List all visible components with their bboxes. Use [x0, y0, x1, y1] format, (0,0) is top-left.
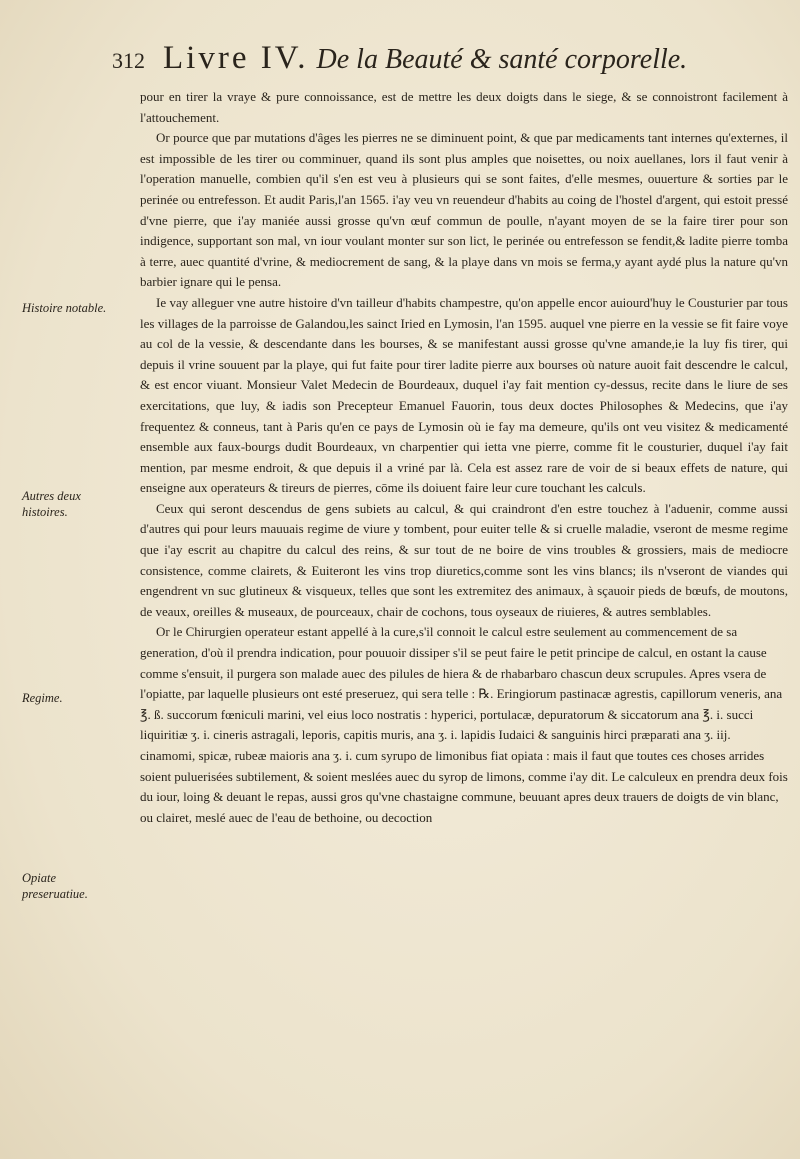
- book-number: Livre IV.: [163, 40, 309, 76]
- margin-note-histoire: Histoire notable.: [22, 301, 107, 315]
- paragraph: Ie vay alleguer vne autre histoire d'vn tailleur d'habits champestre, qu'on appelle encor auiourd'huy le Cousturier par tous les villages de la parroisse de Galandou,les sainct Iried en Lymosin, l'an 1595. auquel vne pierre en la vessie se fit faire voye au col de la vessie, & descendante dans les bourses, & se manifestant aussi grosse qu'vne amande,ie la luy fis tirer, qui depuis il vrine souuent par la playe, qui fut faite pour tirer ladite pierre aux bourses où nature auoit fait descendre le calcul, & est encor viuant. Monsieur Valet Medecin de Bourdeaux, duquel i'ay fait mention cy-dessus, recite dans le liure de ses exercitations, que luy, & iadis son Precepteur Emanuel Fauorin, tous deux doctes Philosophes & Medecins, que i'ay frequentez & conneus, tant à Paris qu'en ce pays de Lymosin où ie fay ma demeure, qu'ils ont veu visitez & medicamenté ensemble aux faux-bourgs dudit Bourdeaux, vn charpentier qui ietta vne pierre, comme fit le cousturier, duquel i'ay fait mention, par mesme endroit, & que depuis il a vriné par là. Cela est assez rare de voir de si beaux effets de nature, qui enseigne aux operateurs & tireurs de pierres, cōme ils doiuent faire leur cure touchant les calculs.: [140, 294, 788, 496]
- margin-note-opiate: Opiate preseruatiue.: [22, 871, 88, 901]
- paragraph: Ceux qui seront descendus de gens subiets au calcul, & qui craindront d'en estre touchez à l'aduenir, comme aussi d'autres qui pour leurs mauuais regime de viure y tombent, pour euiter telle & si cruelle maladie, vseront de mesme regime que i'ay escrit au chapitre du calcul des reins, & sur tout de ne boire de vins troubles & grossiers, mais de mediocre consistence, comme clairets, & Euiteront les vins trop diuretics,comme sont les vins blancs; ils n'vseront de viandes qui engendrent vn suc glutineux & visqueux, telles que sont les extremitez des animaux, à sçauoir pieds de bœufs, de moutons, de veaux, oreilles & museaux, de pourceaux, chair de cochons, tous oyseaux de riuieres, & autres semblables.: [140, 500, 788, 619]
- margin-note-regime: Regime.: [22, 691, 63, 705]
- chapter-title: De la Beauté & santé corporelle.: [316, 44, 688, 75]
- paragraph: pour en tirer la vraye & pure connoissance, est de mettre les deux doigts dans le siege, & se connoistront facilement à l'attouchement.: [140, 89, 788, 125]
- paragraph: Or le Chirurgien operateur estant appellé à la cure,s'il connoit le calcul estre seulement au commencement de sa generation, d'où il prendra indication, pour pouuoir dissiper s'il se peut faire le petit principe de calcul, en ostant la cause comme s'ensuit, il purgera son malade auec des pilules de hiera & de rhabarbaro chascun deux scrupules. Apres vsera de l'opiatte, par laquelle plusieurs ont esté preseruez, qui sera telle : ℞. Eringiorum pastinacæ agrestis, capillorum veneris, ana ℥. ß. succorum fœniculi marini, vel eius loco nostratis : hyperici, portulacæ, depuratorum & siccatorum ana ℥. i. succi liquiritiæ ʒ. i. cineris astragali, leporis, capitis muris, ana ʒ. i. lapidis Iudaici & sanguinis hirci præparati ana ʒ. iij. cinamomi, spicæ, rubeæ maioris ana ʒ. i. cum syrupo de limonibus fiat opiata : mais il faut que toutes ces choses arrides soient puluerisées subtilement, & soient meslées auec du syrop de limons, comme i'ay dit. Le calculeux en prendra deux fois du iour, loing & deuant le repas, aussi gros qu'vne chastaigne commune, beuuant apres deux trauers de doigts de vin blanc, ou clairet, meslé auec de l'eau de bethoine, ou decoction: [140, 624, 788, 825]
- running-header: [112, 40, 762, 86]
- margin-note-autres: Autres deux histoires.: [22, 489, 81, 519]
- paragraph: Or pource que par mutations d'âges les pierres ne se diminuent point, & que par medicaments tant internes qu'externes, il est impossible de les tirer ou comminuer, quand ils sont plus amples que noisettes, ou noix auellanes, lors il faut venir à l'operation manuelle, combien qu'il s'en est veu à plusieurs qui se sont faites, d'elle mesmes, ouuerture & sorties par le perinée ou entrefesson. Et audit Paris,l'an 1565. i'ay veu vn reuendeur d'habits au coing de l'hostel d'argent, qui estoit pressé d'vne pierre, que i'ay maniée aussi grosse qu'vn œuf commun de poulle, n'ayant moyen de se la faire tirer pour son indigence, supportant son mal, vn iour voulant monter sur son lict, le perinée ou entrefesson se fendit,& ladite pierre tomba à terre, auec quantité d'vrine, & mediocrement de sang, & la playe dans vn mois se ferma,y ayant aydé plus la nature qu'vn barbier ignare qui le pensa.: [140, 130, 788, 290]
- page-number: 312: [112, 48, 145, 73]
- body-text: [140, 87, 788, 828]
